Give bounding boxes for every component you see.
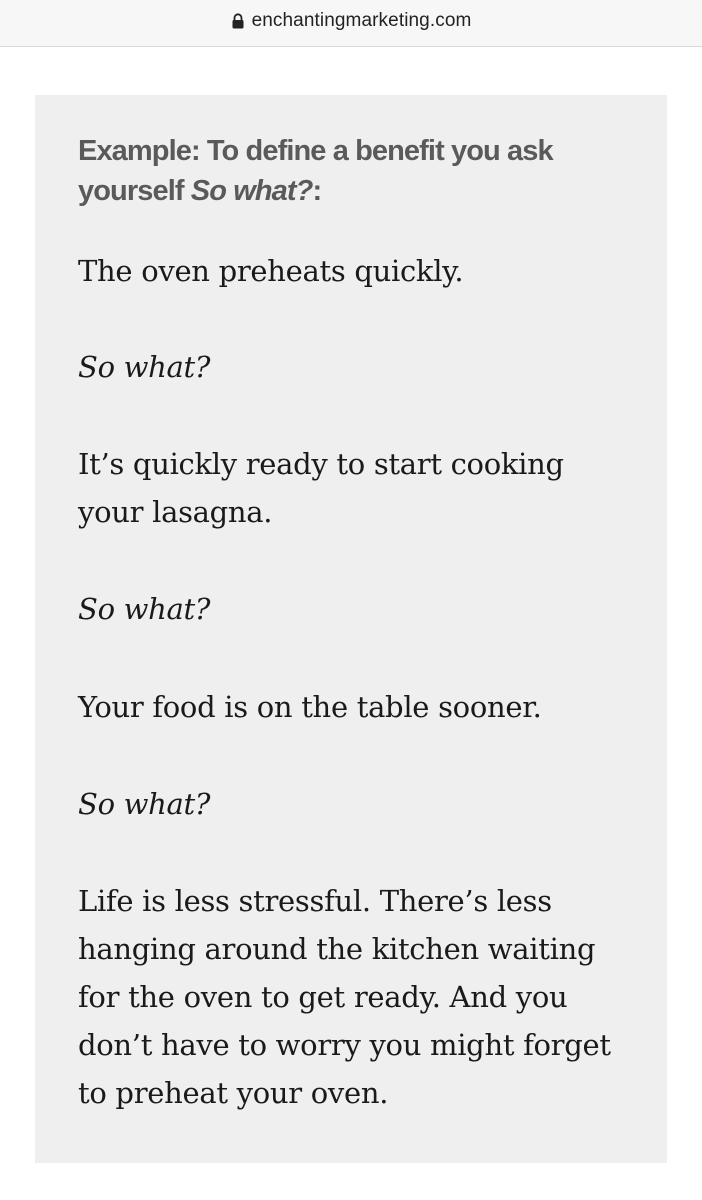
heading-text: Example: To define a benefit you ask yourself — [78, 135, 553, 207]
paragraph-answer: It’s quickly ready to start cooking your lasagna. — [78, 447, 564, 529]
url-display[interactable] — [231, 10, 472, 32]
lock-icon — [231, 13, 245, 29]
url-text: enchantingmarketing.com — [251, 10, 472, 31]
paragraph-so-what: So what? — [78, 592, 211, 626]
paragraph-conclusion: Life is less stressful. There’s less hanging around the kitchen waiting for the oven to get ready. And you don’t have to worry you might forget to preheat your oven. — [78, 884, 611, 1110]
browser-address-bar[interactable] — [0, 0, 702, 47]
paragraph-answer: Your food is on the table sooner. — [78, 690, 542, 724]
example-heading — [78, 131, 578, 211]
paragraph-so-what: So what? — [78, 350, 211, 384]
paragraph-so-what: So what? — [78, 787, 211, 821]
paragraph-statement: The oven preheats quickly. — [78, 254, 464, 288]
heading-emphasis: So what? — [190, 175, 313, 207]
heading-suffix: : — [312, 175, 322, 207]
